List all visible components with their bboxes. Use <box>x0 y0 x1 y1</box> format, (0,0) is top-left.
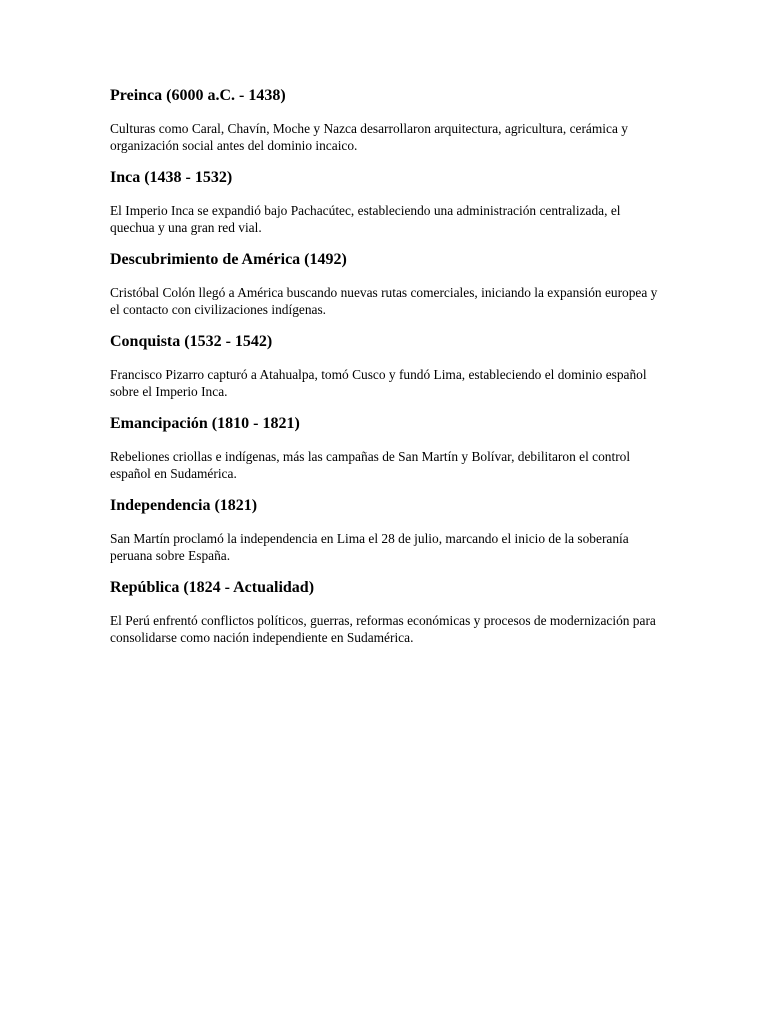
section-heading: Inca (1438 - 1532) <box>110 169 233 186</box>
section-body: El Imperio Inca se expandió bajo Pachacútec, estableciendo una administración centralizada, el quechua y una gran red vial. <box>110 203 621 235</box>
section-heading: Conquista (1532 - 1542) <box>110 333 273 350</box>
section-conquista <box>110 332 660 400</box>
section-heading: Emancipación (1810 - 1821) <box>110 415 300 432</box>
section-descubrimiento <box>110 250 660 318</box>
section-inca <box>110 168 660 236</box>
section-republica <box>110 578 660 646</box>
section-body: Culturas como Caral, Chavín, Moche y Nazca desarrollaron arquitectura, agricultura, cerámica y organización social antes del dominio incaico. <box>110 121 628 153</box>
document-page <box>110 86 660 660</box>
section-emancipacion <box>110 414 660 482</box>
section-heading: Preinca (6000 a.C. - 1438) <box>110 87 286 104</box>
section-body: Francisco Pizarro capturó a Atahualpa, tomó Cusco y fundó Lima, estableciendo el dominio español sobre el Imperio Inca. <box>110 367 647 399</box>
section-heading: Descubrimiento de América (1492) <box>110 251 347 268</box>
section-heading: Independencia (1821) <box>110 497 258 514</box>
section-body: Cristóbal Colón llegó a América buscando nuevas rutas comerciales, iniciando la expansión europea y el contacto con civilizaciones indígenas. <box>110 285 658 317</box>
section-body: Rebeliones criollas e indígenas, más las campañas de San Martín y Bolívar, debilitaron el control español en Sudamérica. <box>110 449 631 481</box>
section-preinca <box>110 86 660 154</box>
section-independencia <box>110 496 660 564</box>
section-body: San Martín proclamó la independencia en Lima el 28 de julio, marcando el inicio de la soberanía peruana sobre España. <box>110 531 629 563</box>
section-heading: República (1824 - Actualidad) <box>110 579 315 596</box>
section-body: El Perú enfrentó conflictos políticos, guerras, reformas económicas y procesos de modernización para consolidarse como nación independiente en Sudamérica. <box>110 613 656 645</box>
